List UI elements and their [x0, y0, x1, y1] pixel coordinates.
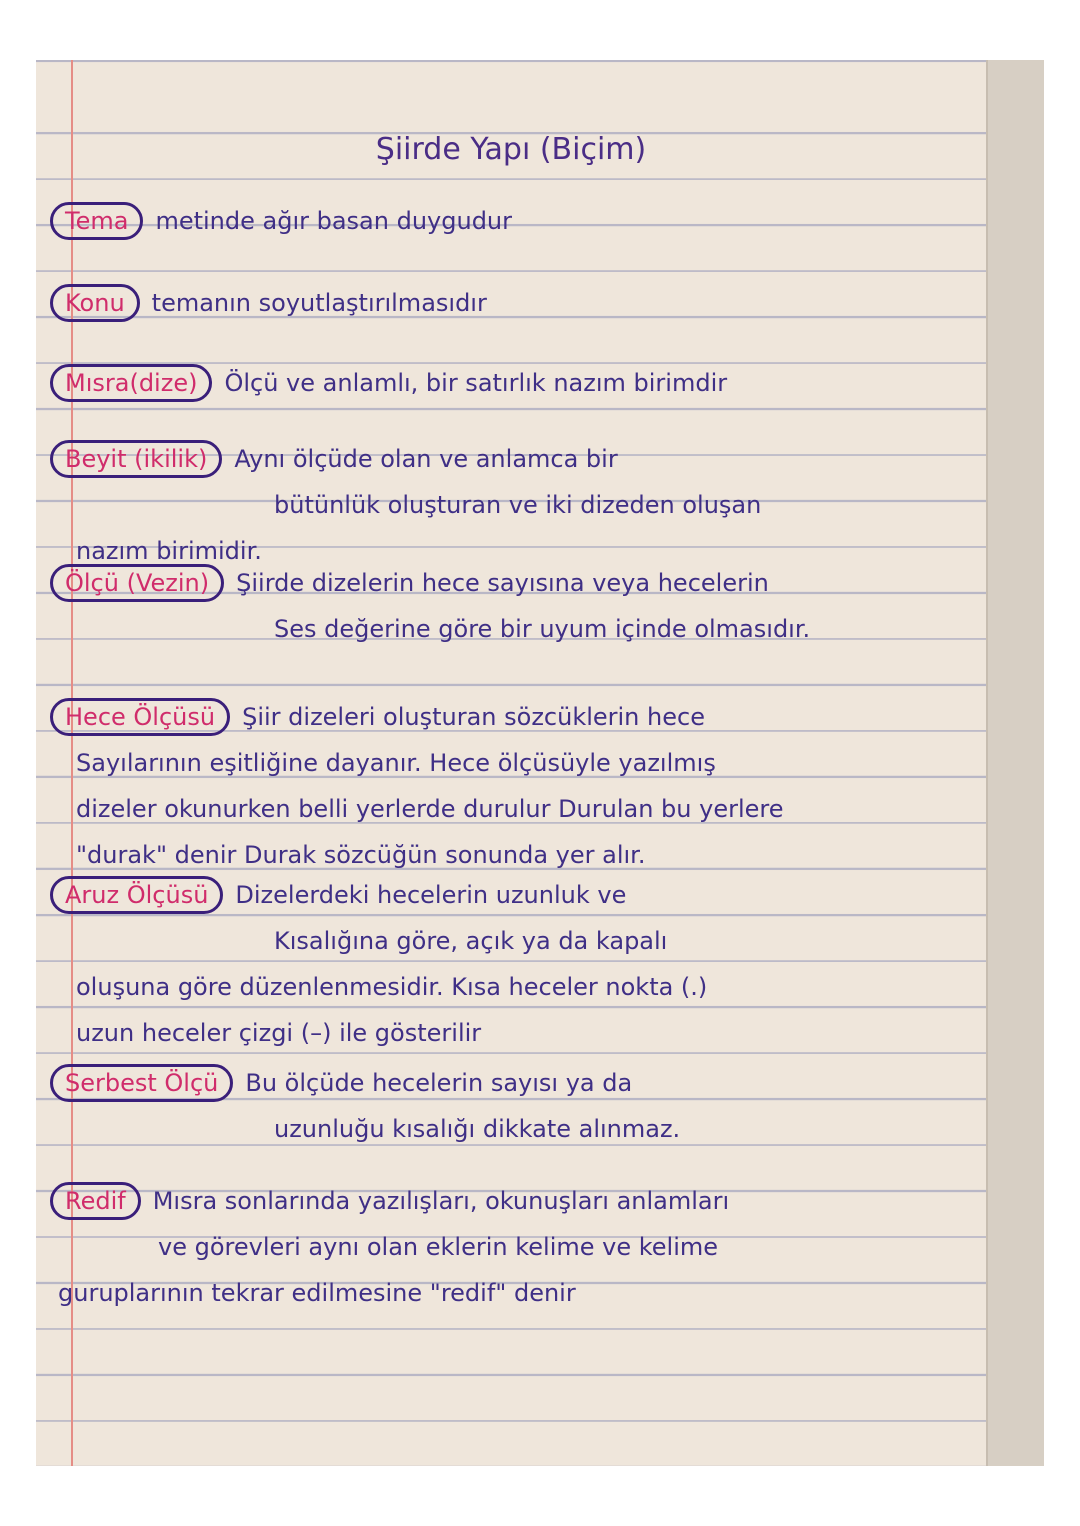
definition-line: "durak" denir Durak sözcüğün sonunda yer alır.	[76, 841, 646, 869]
term-redif: Redif	[50, 1182, 141, 1220]
notebook-page	[36, 60, 986, 1466]
definition-line: oluşuna göre düzenlenmesidir. Kısa heceler nokta (.)	[76, 973, 708, 1001]
definition-line: nazım birimidir.	[76, 537, 262, 565]
notebook-photo	[36, 60, 1044, 1466]
entry-redif	[50, 1178, 729, 1316]
entry-hece-olcusu	[50, 694, 784, 878]
term-tema: Tema	[50, 202, 143, 240]
term-konu: Konu	[50, 284, 140, 322]
definition-line: Bu ölçüde hecelerin sayısı ya da	[245, 1069, 633, 1097]
term-beyit: Beyit (ikilik)	[50, 440, 222, 478]
definition-line: metinde ağır basan duygudur	[155, 207, 513, 235]
term-aruz-olcusu: Aruz Ölçüsü	[50, 876, 223, 914]
definition-line: dizeler okunurken belli yerlerde durulur Durulan bu yerlere	[76, 795, 784, 823]
definition-line: Mısra sonlarında yazılışları, okunuşları anlamları	[152, 1187, 730, 1215]
definition-line: Şiir dizeleri oluşturan sözcüklerin hece	[242, 703, 705, 731]
definition-line: Ses değerine göre bir uyum içinde olmasıdır.	[274, 615, 811, 643]
entry-aruz-olcusu	[50, 872, 707, 1056]
entry-konu	[50, 280, 487, 326]
definition-line: temanın soyutlaştırılmasıdır	[151, 289, 487, 317]
definition-line: Aynı ölçüde olan ve anlamca bir	[234, 445, 618, 473]
entry-beyit	[50, 436, 761, 574]
term-olcu: Ölçü (Vezin)	[50, 564, 224, 602]
definition-line: ve görevleri aynı olan eklerin kelime ve kelime	[158, 1233, 719, 1261]
definition-line: guruplarının tekrar edilmesine "redif" denir	[58, 1279, 576, 1307]
notebook-gutter	[986, 60, 1044, 1466]
entry-misra	[50, 360, 727, 406]
definition-line: Dizelerdeki hecelerin uzunluk ve	[235, 881, 627, 909]
term-serbest-olcu: Serbest Ölçü	[50, 1064, 233, 1102]
definition-line: Sayılarının eşitliğine dayanır. Hece ölçüsüyle yazılmış	[76, 749, 716, 777]
definition-line: Kısalığına göre, açık ya da kapalı	[274, 927, 668, 955]
definition-line: uzun heceler çizgi (–) ile gösterilir	[76, 1019, 482, 1047]
entry-tema	[50, 198, 512, 244]
definition-line: Şiirde dizelerin hece sayısına veya hecelerin	[236, 569, 769, 597]
page-title: Şiirde Yapı (Biçim)	[375, 132, 647, 167]
definition-line: bütünlük oluşturan ve iki dizeden oluşan	[274, 491, 762, 519]
definition-line: uzunluğu kısalığı dikkate alınmaz.	[274, 1115, 681, 1143]
definition-line: Ölçü ve anlamlı, bir satırlık nazım birimdir	[224, 369, 728, 397]
entry-olcu	[50, 560, 810, 652]
term-hece-olcusu: Hece Ölçüsü	[50, 698, 230, 736]
term-misra: Mısra(dize)	[50, 364, 212, 402]
entry-serbest-olcu	[50, 1060, 680, 1152]
